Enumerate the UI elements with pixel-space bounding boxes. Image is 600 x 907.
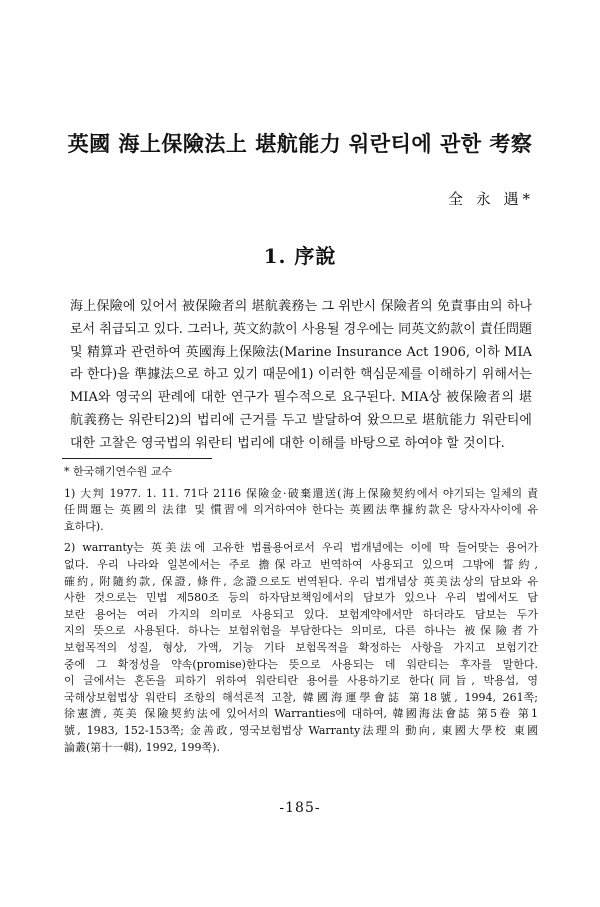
footnote-divider (62, 458, 212, 459)
body-line: 海上保險에 있어서 被保險者의 堪航義務는 그 위반시 保險者의 免責事由의 하나 (70, 299, 532, 314)
footnote-2-line: 보란 용어는 여러 가지의 의미로 사용되고 있다. 보험계약에서만 하더라도 담보는 두가 (64, 607, 538, 621)
footnote-2-line: 없다. 우리 나라와 일본에서는 주로 擔保라고 번역하여 사용되고 있으며 그밖에 誓約, (64, 557, 538, 571)
footnote-1-line: 任問題는 英國의 法律 및 慣習에 의거하여야 한다는 英國法準據約款은 당사자사이에 유 (64, 503, 538, 517)
body-line: 로서 취급되고 있다. 그러나, 英文約款이 사용될 경우에는 同英文約款이 責任問題 (70, 321, 532, 337)
footnote-2-line: 보험목적의 성질, 형상, 가액, 기능 기타 보험목적을 확정하는 사항을 가지고 보험기간 (64, 640, 538, 654)
body-line: 라 한다)을 準據法으로 하고 있기 때문에1) 이러한 핵심문제를 이해하기 위해서는 (70, 367, 532, 383)
author-name: 全 永 遇* (447, 190, 534, 208)
body-line: 航義務는 워란티2)의 법리에 근거를 두고 발달하여 왔으므로 堪航能力 워란티에 (70, 412, 532, 428)
footnote-2-line: 국해상보험법상 워란티 조항의 해석론적 고찰, 韓國海運學會誌 第18號, 1994, 261쪽; (64, 690, 538, 704)
footnote-2-line: 중에 그 확정성을 약속(promise)한다는 뜻으로 사용되는 데 워란티는 후자를 말한다. (64, 657, 538, 671)
footnote-2-line: 徐憲濟, 英美 保險契約法에 있어서의 Warranties에 대하여, 韓國海法會誌 第5卷 第1 (64, 707, 538, 721)
footnote-2-line: 사한 것으로는 민법 제580조 등의 하자담보책임에서의 담보가 있으나 우리 법에서도 담 (64, 591, 538, 605)
body-line: MIA와 영국의 판례에 대한 연구가 필수적으로 요구된다. MIA상 被保險者의 堪 (70, 390, 532, 406)
body-line: 및 精算과 관련하여 英國海上保險法(Marine Insurance Act 1906, 이하 MIA (70, 344, 532, 360)
paper-title: 英國 海上保險法上 堪航能力 워란티에 관한 考察 (67, 131, 533, 156)
body-paragraph (70, 296, 532, 456)
footnotes (64, 464, 538, 756)
footnote-2-line: 號, 1983, 152-153쪽; 金善政, 영국보험법상 Warranty法理의 動向, 東國大學校 東國 (64, 723, 538, 737)
footnote-2-line: 論叢(第十一輯), 1992, 199쪽). (64, 740, 220, 754)
section-heading: 1. 序說 (263, 244, 337, 268)
footnote-1-line: 1) 大判 1977. 1. 11. 71다 2116 保險金·破棄還送(海上保險契約에서 야기되는 일체의 責 (64, 486, 538, 500)
footnote-2-line: 2) warranty는 英美法에 고유한 법률용어로서 우리 법개념에는 이에 딱 들어맞는 용어가 (64, 541, 538, 555)
footnote-2-line: 이 글에서는 혼돈을 피하기 위하여 워란티란 용어를 사용하기로 한다(同旨, 박용섭, 영 (64, 674, 538, 688)
body-line: 대한 고찰은 영국법의 워란티 법리에 대한 이해를 바탕으로 하여야 할 것이다. (70, 435, 505, 451)
footnote-2-line: 지의 뜻으로 사용된다. 하나는 보험위험을 부담한다는 의미로, 다른 하나는 被保險者가 (64, 624, 538, 638)
author-affiliation-note: * 한국해기연수원 교수 (64, 465, 173, 478)
footnote-1-line: 효하다). (64, 519, 104, 533)
page-number: -185- (279, 800, 321, 816)
footnote-2-line: 確約, 附隨約款, 保證, 條件, 念證으로도 번역된다. 우리 법개념상 英美法상의 담보와 유 (64, 574, 538, 588)
